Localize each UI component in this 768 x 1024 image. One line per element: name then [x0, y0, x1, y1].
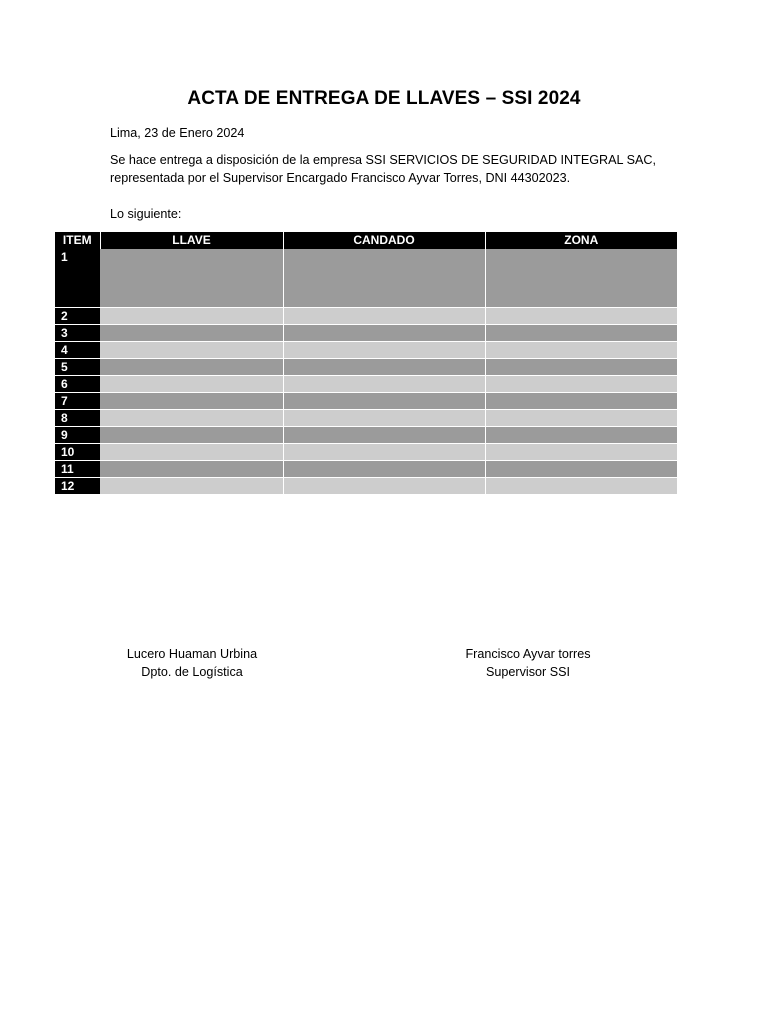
- item-number: 7: [55, 393, 100, 410]
- header-zona: ZONA: [485, 232, 677, 249]
- table-row: [55, 359, 677, 376]
- candado-cell[interactable]: [283, 461, 485, 478]
- zona-cell[interactable]: [485, 478, 677, 495]
- item-number: 11: [55, 461, 100, 478]
- table-row: [55, 376, 677, 393]
- candado-cell[interactable]: [283, 359, 485, 376]
- llave-cell[interactable]: [100, 393, 283, 410]
- candado-cell[interactable]: [283, 393, 485, 410]
- table-row: [55, 342, 677, 359]
- llave-cell[interactable]: [100, 308, 283, 325]
- signature-block-left: [72, 645, 312, 681]
- table-row: [55, 427, 677, 444]
- item-number: 3: [55, 325, 100, 342]
- table-row: [55, 410, 677, 427]
- signature-role-left: Dpto. de Logística: [141, 665, 243, 679]
- candado-cell[interactable]: [283, 444, 485, 461]
- table-row: [55, 461, 677, 478]
- llave-cell[interactable]: [100, 444, 283, 461]
- zona-cell[interactable]: [485, 427, 677, 444]
- candado-cell[interactable]: [283, 376, 485, 393]
- item-number: 12: [55, 478, 100, 495]
- zona-cell[interactable]: [485, 461, 677, 478]
- llave-cell[interactable]: [100, 325, 283, 342]
- signature-name-left: Lucero Huaman Urbina: [126, 647, 258, 661]
- item-number: 8: [55, 410, 100, 427]
- llave-cell[interactable]: [100, 478, 283, 495]
- table-row: [55, 393, 677, 410]
- zona-cell[interactable]: [485, 342, 677, 359]
- intro-text: Lo siguiente:: [110, 207, 182, 221]
- llave-cell[interactable]: [100, 359, 283, 376]
- signature-role-right: Supervisor SSI: [486, 665, 570, 679]
- body-text-line-1: Se hace entrega a disposición de la empresa SSI SERVICIOS DE SEGURIDAD INTEGRAL SAC,: [110, 153, 656, 167]
- zona-cell[interactable]: [485, 410, 677, 427]
- candado-cell[interactable]: [283, 342, 485, 359]
- table-row: [55, 325, 677, 342]
- table-row: [55, 444, 677, 461]
- table-header-row: [55, 232, 677, 249]
- llave-cell[interactable]: [100, 342, 283, 359]
- item-number: 5: [55, 359, 100, 376]
- zona-cell[interactable]: [485, 444, 677, 461]
- zona-cell[interactable]: [485, 359, 677, 376]
- item-number: 9: [55, 427, 100, 444]
- candado-cell[interactable]: [283, 325, 485, 342]
- zona-cell[interactable]: [485, 393, 677, 410]
- candado-cell[interactable]: [283, 410, 485, 427]
- item-number: 6: [55, 376, 100, 393]
- item-number: 4: [55, 342, 100, 359]
- zona-cell[interactable]: [485, 308, 677, 325]
- zona-cell[interactable]: [485, 376, 677, 393]
- header-llave: LLAVE: [100, 232, 283, 249]
- header-item: ITEM: [55, 232, 100, 249]
- item-number: 2: [55, 308, 100, 325]
- llave-cell[interactable]: [100, 427, 283, 444]
- zona-cell[interactable]: [485, 325, 677, 342]
- signature-name-right: Francisco Ayvar torres: [465, 647, 591, 661]
- candado-cell[interactable]: [283, 478, 485, 495]
- llave-cell[interactable]: [100, 461, 283, 478]
- document-title: ACTA DE ENTREGA DE LLAVES – SSI 2024: [187, 88, 581, 109]
- keys-table: [55, 232, 677, 495]
- item-number: 1: [55, 249, 100, 308]
- candado-cell[interactable]: [283, 249, 485, 308]
- llave-cell[interactable]: [100, 410, 283, 427]
- body-text-line-2: representada por el Supervisor Encargado Francisco Ayvar Torres, DNI 44302023.: [110, 171, 571, 185]
- llave-cell[interactable]: [100, 376, 283, 393]
- candado-cell[interactable]: [283, 308, 485, 325]
- item-number: 10: [55, 444, 100, 461]
- date-line: Lima, 23 de Enero 2024: [110, 126, 245, 140]
- zona-cell[interactable]: [485, 249, 677, 308]
- candado-cell[interactable]: [283, 427, 485, 444]
- table-row: [55, 308, 677, 325]
- header-candado: CANDADO: [283, 232, 485, 249]
- llave-cell[interactable]: [100, 249, 283, 308]
- table-row: [55, 478, 677, 495]
- signature-block-right: [408, 645, 648, 681]
- table-row: [55, 249, 677, 308]
